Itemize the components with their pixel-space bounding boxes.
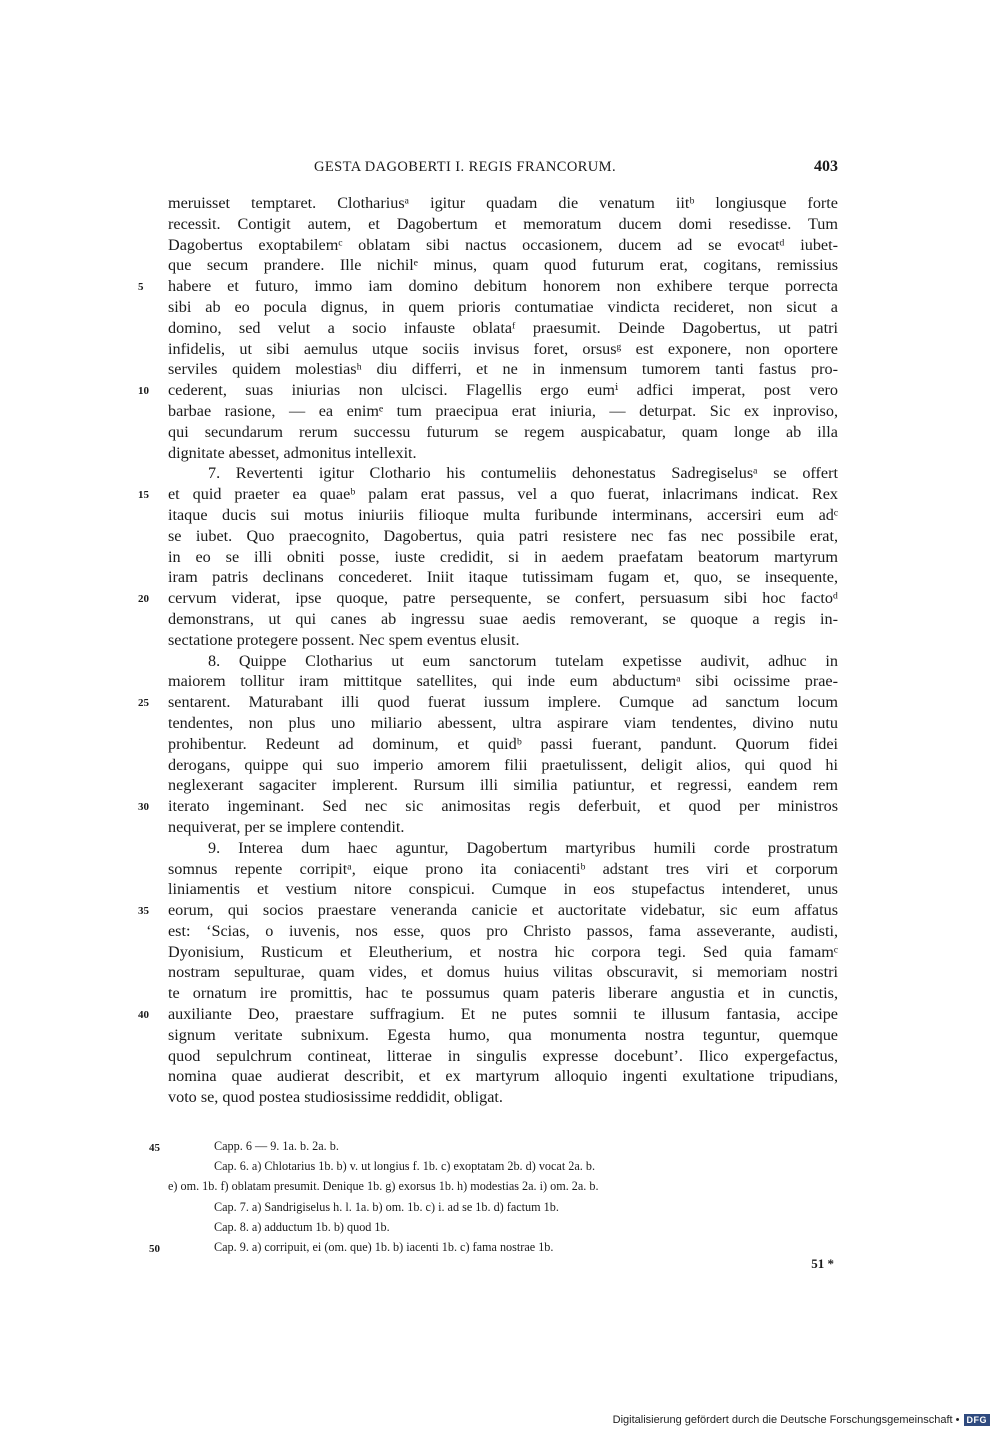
line-number: 40	[138, 1009, 149, 1022]
line-number: 20	[138, 593, 149, 606]
text-line	[168, 962, 838, 983]
text-line	[168, 547, 838, 568]
note-line	[168, 1197, 838, 1217]
line-text: dignitate abesset, admonitus intellexit.	[168, 443, 417, 462]
text-line	[168, 755, 838, 776]
text-line	[168, 339, 838, 360]
line-text: eorum, qui socios praestare veneranda canicie et auctoritate videbatur, sic eum affatus	[168, 901, 838, 920]
note-text: e) om. 1b. f) oblatam presumit. Denique 1b. g) exorsus 1b. h) modestias 2a. i) om. 2a. b.	[168, 1179, 599, 1194]
running-header	[168, 159, 838, 181]
text-line	[168, 817, 838, 838]
text-line	[168, 422, 838, 443]
line-text: se iubet. Quo praecognito, Dagobertus, quia patri resistere nec fas nec possibile erat,	[168, 526, 838, 545]
line-text: prohibentur. Redeunt ad dominum, et quidᵇ passi fuerant, pandunt. Quorum fidei	[168, 734, 838, 753]
note-line	[168, 1217, 838, 1237]
text-line	[168, 651, 838, 672]
note-text: Cap. 7. a) Sandrigiselus h. l. 1a. b) om. 1b. c) i. ad se 1b. d) factum 1b.	[214, 1199, 559, 1214]
line-text: iram patris declinans concederet. Iniit itaque tutissimam fugam et, quo, se insequente,	[168, 568, 838, 587]
text-line	[168, 879, 838, 900]
text-line	[168, 255, 838, 276]
text-line	[168, 983, 838, 1004]
note-line	[149, 1136, 838, 1156]
line-text: cederent, suas iniurias non ulcisci. Flagellis ergo eumⁱ adfici imperat, post vero	[168, 381, 838, 400]
text-line	[138, 276, 838, 297]
note-line	[168, 1156, 838, 1176]
text-line	[168, 671, 838, 692]
line-text: iterato ingeminant. Sed nec sic animositas regis deferbuit, et quod per ministros	[168, 797, 838, 816]
line-text: neglexerant sagaciter implerent. Rursum illi similia patiuntur, et regressi, eandem rem	[168, 776, 838, 795]
text-line	[168, 838, 838, 859]
line-text: in eo se illi obniti posse, iuste credidit, si in aedem praefatam beatorum martyrum	[168, 547, 838, 566]
credit-text: Digitalisierung gefördert durch die Deutsche Forschungsgemeinschaft •	[612, 1414, 960, 1426]
line-number: 5	[138, 281, 144, 294]
line-text: recessit. Contigit autem, et Dagobertum et memoratum ducem domi resedisse. Tum	[168, 214, 838, 233]
main-text	[138, 193, 838, 1108]
line-text: Dyonisium, Rusticum et Eleutherium, et nostra hic corpora tegi. Sed quia famamᶜ	[168, 942, 838, 961]
text-line	[168, 921, 838, 942]
line-text: derogans, quippe qui suo imperio amorem filii praetulissent, deligit alios, qui quod hi	[168, 755, 838, 774]
line-number: 45	[149, 1142, 160, 1154]
text-line	[168, 775, 838, 796]
text-line	[138, 380, 838, 401]
page-number: 403	[814, 158, 838, 175]
running-title: GESTA DAGOBERTI I. REGIS FRANCORUM.	[314, 159, 616, 175]
text-line	[168, 713, 838, 734]
critical-apparatus	[149, 1136, 838, 1257]
note-text: Cap. 8. a) adductum 1b. b) quod 1b.	[214, 1219, 390, 1234]
line-text: 7. Revertenti igitur Clothario his contumeliis dehonestatus Sadregiselusᵃ se offert	[208, 464, 838, 483]
text-line	[168, 193, 838, 214]
text-line	[168, 235, 838, 256]
text-line	[168, 214, 838, 235]
line-text: signum veritate subnixum. Egesta humo, qua monumenta nostra teguntur, quemque	[168, 1025, 838, 1044]
line-number: 30	[138, 801, 149, 814]
line-text: quod sepulchrum contineat, litterae in singulis expresse docebunt’. Ilico expergefactus,	[168, 1046, 838, 1065]
text-line	[138, 692, 838, 713]
line-text: habere et futuro, immo iam domino debitum honorem non exhibere terque porrecta	[168, 277, 838, 296]
line-text: et quid praeter ea quaeᵇ palam erat passus, vel a quo fuerat, inlacrimans indicat. Rex	[168, 485, 838, 504]
text-line	[138, 588, 838, 609]
note-text: Capp. 6 — 9. 1a. b. 2a. b.	[214, 1139, 339, 1153]
text-line	[168, 1046, 838, 1067]
line-text: serviles quidem molestiasʰ diu differri, et ne in inmensum tumorem tanti fastus pro-	[168, 360, 838, 379]
line-text: auxiliante Deo, praestare suffragium. Et ne putes somnii te illusum fantasia, accipe	[168, 1005, 838, 1024]
line-text: qui secundarum rerum successu futurum se regem auspicabatur, quam longe ab illa	[168, 422, 838, 441]
line-text: itaque ducis sui motus iniuriis filioque multa furibunde interminans, accersiri eum adᶜ	[168, 505, 838, 524]
line-text: nomina quae audierat describit, et ex martyrum alloquio ingenti exultatione tripudians,	[168, 1067, 838, 1086]
line-text: 9. Interea dum haec aguntur, Dagobertum martyribus humili corde prostratum	[208, 838, 838, 857]
text-line	[168, 318, 838, 339]
text-line	[138, 900, 838, 921]
line-text: sibi ab eo pocula dignus, in quem prioris contumatiae vindicta recideret, non sicut a	[168, 297, 838, 316]
gathering-signature: 51 *	[811, 1256, 834, 1271]
line-text: sectatione protegere possent. Nec spem eventus elusit.	[168, 630, 520, 649]
line-number: 35	[138, 905, 149, 918]
line-text: nostram sepulturae, quam vides, et domus huius vilitas obscuravit, si memoriam nostri	[168, 963, 838, 982]
text-line	[138, 1004, 838, 1025]
text-line	[168, 630, 838, 651]
text-line	[168, 1066, 838, 1087]
line-text: tendentes, non plus uno miliario abessent, ultra aspirare viam tendentes, divino nutu	[168, 713, 838, 732]
line-text: cervum viderat, ipse quoque, patre persequente, se confert, persuasum sibi hoc factoᵈ	[168, 589, 838, 608]
text-line	[168, 609, 838, 630]
text-line	[168, 359, 838, 380]
text-line	[168, 443, 838, 464]
line-text: Dagobertus exoptabilemᶜ oblatam sibi nactus occasionem, ducem ad se evocatᵈ iubet-	[168, 235, 838, 254]
note-text: Cap. 9. a) corripuit, ei (om. que) 1b. b) iacenti 1b. c) fama nostrae 1b.	[214, 1239, 554, 1254]
text-line	[168, 463, 838, 484]
line-text: que secum prandere. Ille nichilᵉ minus, quam quod futurum erat, cogitans, remissius	[168, 256, 838, 275]
line-text: est: ‘Scias, o iuvenis, nos esse, quos pro Christo passos, fama asseverante, audisti,	[168, 921, 838, 940]
text-line	[168, 505, 838, 526]
line-text: 8. Quippe Clotharius ut eum sanctorum tutelam expetisse audivit, adhuc in	[208, 651, 838, 670]
text-line	[168, 297, 838, 318]
text-line	[138, 484, 838, 505]
text-line	[168, 401, 838, 422]
text-line	[168, 942, 838, 963]
line-text: nequiverat, per se implere contendit.	[168, 817, 405, 836]
text-line	[168, 1025, 838, 1046]
line-text: domino, sed velut a socio infauste oblataᶠ praesumit. Deinde Dagobertus, ut patri	[168, 318, 838, 337]
note-line	[168, 1176, 838, 1196]
line-number: 50	[149, 1242, 160, 1255]
line-text: infidelis, ut sibi aemulus utque sociis invisus foret, orsusᵍ est exponere, non oportere	[168, 339, 838, 358]
line-text: somnus repente corripitᵃ, eique prono ita coniacentiᵇ adstant tres viri et corporum	[168, 859, 838, 878]
line-text: liniamentis et vestium nitore conspicui. Cumque in eos stupefactus intenderet, unus	[168, 880, 838, 899]
text-line	[168, 526, 838, 547]
line-text: te ornatum ire promittis, hac te possumus quam pateris liberare angustia et in cunctis,	[168, 984, 838, 1003]
line-text: sentarent. Maturabant illi quod fuerat iussum implere. Cumque ad sanctum locum	[168, 693, 838, 712]
text-line	[138, 796, 838, 817]
line-text: maiorem tollitur iram mittitque satellites, qui inde eum abductumᵃ sibi ocissime prae-	[168, 672, 838, 691]
line-text: voto se, quod postea studiosissime reddidit, obligat.	[168, 1088, 503, 1107]
text-line	[168, 859, 838, 880]
dfg-logo: DFG	[964, 1414, 991, 1426]
line-number: 10	[138, 385, 149, 398]
text-line	[168, 567, 838, 588]
note-line	[149, 1237, 838, 1257]
text-line	[168, 1087, 838, 1108]
line-number: 25	[138, 697, 149, 710]
line-number: 15	[138, 489, 149, 502]
line-text: meruisset temptaret. Clothariusᵃ igitur quadam die venatum iitᵇ longiusque forte	[168, 194, 838, 212]
line-text: barbae rasione, — ea enimᵉ tum praecipua erat iniuria, — deturpat. Sic ex inproviso,	[168, 401, 838, 420]
line-text: demonstrans, ut qui canes ab ingressu suae aedis removerant, se quoque a regis in-	[168, 609, 838, 628]
digitization-credit	[613, 1412, 990, 1428]
note-text: Cap. 6. a) Chlotarius 1b. b) v. ut longius f. 1b. c) exoptatam 2b. d) vocat 2a. b.	[214, 1159, 596, 1174]
text-line	[168, 734, 838, 755]
